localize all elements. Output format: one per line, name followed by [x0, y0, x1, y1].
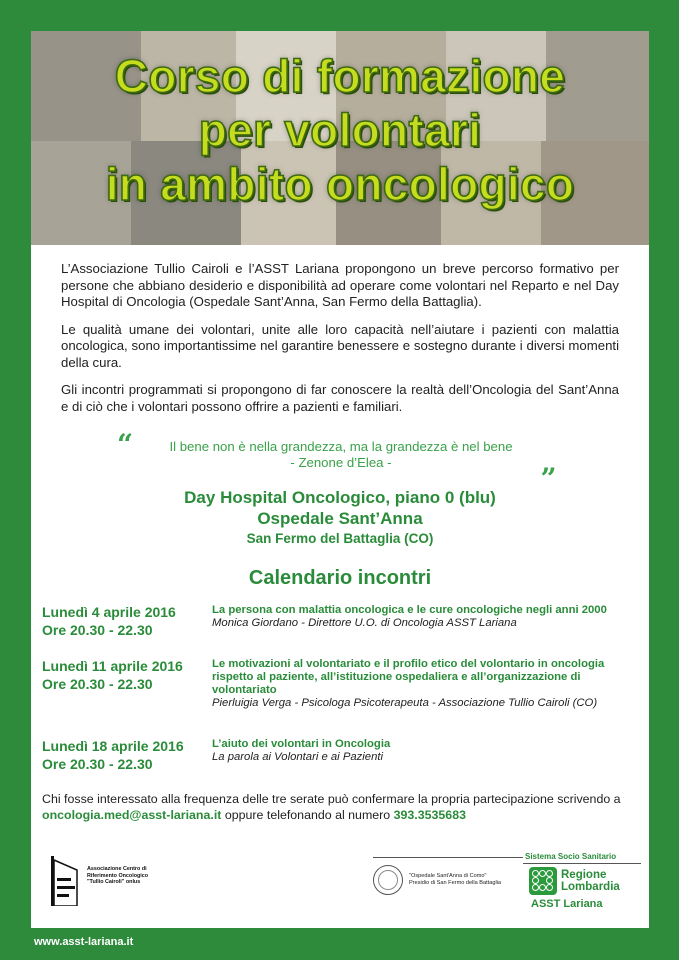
association-logo — [51, 856, 221, 908]
calendar-event-2 — [42, 657, 642, 737]
quote-block — [117, 428, 561, 483]
event-topic: La persona con malattia oncologica e le cure oncologiche negli anni 2000 — [212, 604, 607, 616]
event-datetime — [42, 603, 212, 639]
hospital-logo — [373, 857, 523, 897]
event-topic: Le motivazioni al volontariato e il profilo etico del volontario in oncologia rispetto al paziente, all’istituzione ospedaliera e all’organizzazione di volontariato — [212, 658, 605, 696]
contact-phone-link[interactable]: 393.3535683 — [393, 808, 466, 822]
title-line-1: Corso di formazione — [114, 50, 566, 102]
calendar-title: Calendario incontri — [248, 567, 432, 589]
event-date: Lunedì 18 aprile 2016 — [42, 738, 184, 754]
contact-info — [42, 791, 642, 823]
event-date: Lunedì 11 aprile 2016 — [42, 658, 183, 674]
region-name — [561, 869, 620, 893]
intro-paragraph-1: L’Associazione Tullio Cairoli e l’ASST Lariana propongono un breve percorso formativo per persone che abbiano desiderio e disponibilità ad operare come volontari nel Reparto e nel Day Hospital di Oncologia (Ospedale Sant’Anna, San Fermo della Battaglia). — [61, 261, 619, 309]
hospital-name-line-2: Presidio di San Fermo della Battaglia — [409, 880, 502, 886]
region-system-label: Sistema Socio Sanitario — [525, 852, 617, 861]
event-info — [212, 658, 642, 710]
association-name-line-1: Associazione Centro di — [87, 866, 147, 872]
poster-title — [31, 49, 649, 211]
event-time: Ore 20.30 - 22.30 — [42, 622, 153, 638]
event-time: Ore 20.30 - 22.30 — [42, 756, 153, 772]
intro-text — [61, 261, 619, 426]
event-info — [212, 738, 642, 764]
region-name-line-1: Regione — [561, 869, 607, 881]
region-logo — [525, 849, 643, 919]
association-name-line-3: "Tullio Cairoli" onlus — [87, 879, 141, 885]
quote-author: - Zenone d’Elea - — [290, 455, 392, 470]
event-speaker: Monica Giordano - Direttore U.O. di Oncologia ASST Lariana — [212, 617, 517, 629]
region-name-line-2: Lombardia — [561, 881, 620, 893]
quote-close-icon: „ — [541, 446, 558, 479]
event-speaker: Pierluigia Verga - Psicologa Psicoterapeuta - Associazione Tullio Cairoli (CO) — [212, 697, 598, 709]
association-emblem-icon — [51, 856, 79, 906]
event-datetime — [42, 737, 212, 773]
venue-block — [31, 487, 649, 548]
asst-label: ASST Lariana — [531, 898, 603, 910]
contact-email-link[interactable]: oncologia.med@asst-lariana.it — [42, 808, 222, 822]
hospital-name-line-1: "Ospedale Sant'Anna di Como" — [409, 873, 487, 879]
venue-line-1: Day Hospital Oncologico, piano 0 (blu) — [184, 488, 496, 507]
event-date: Lunedì 4 aprile 2016 — [42, 604, 176, 620]
contact-text: Chi fosse interessato alla frequenza delle tre serate può confermare la propria partecipazione scrivendo a — [42, 792, 621, 806]
title-line-2: per volontari — [198, 104, 482, 156]
event-time: Ore 20.30 - 22.30 — [42, 676, 153, 692]
event-info — [212, 604, 642, 630]
calendar-event-1 — [42, 603, 642, 647]
hero-photo-collage — [31, 31, 649, 245]
rosa-camuna-icon — [529, 867, 557, 895]
association-name-line-2: Riferimento Oncologico — [87, 872, 149, 879]
intro-paragraph-3: Gli incontri programmati si propongono di far conoscere la realtà dell’Oncologia del Sant’Anna e di ciò che i volontari possono offrire a pazienti e familiari. — [61, 382, 619, 414]
footer-website-link[interactable]: www.asst-lariana.it — [34, 936, 134, 948]
venue-line-3: San Fermo del Battaglia (CO) — [246, 531, 434, 546]
venue-line-2: Ospedale Sant’Anna — [257, 509, 423, 528]
intro-paragraph-2: Le qualità umane dei volontari, unite alle loro capacità nell’aiutare i pazienti con malattia oncologica, sono importantissime nel garantire benessere e sostegno durante i diversi momenti della cura. — [61, 321, 619, 370]
event-speaker: La parola ai Volontari e ai Pazienti — [212, 751, 384, 763]
event-datetime — [42, 657, 212, 693]
title-line-3: in ambito oncologico — [105, 158, 575, 210]
calendar-event-3 — [42, 737, 642, 781]
event-topic: L’aiuto dei volontari in Oncologia — [212, 738, 391, 750]
quote-open-icon: “ — [117, 428, 134, 461]
poster-sheet — [31, 31, 649, 928]
contact-middle-text: oppure telefonando al numero — [221, 808, 394, 822]
quote-text: Il bene non è nella grandezza, ma la grandezza è nel bene — [169, 439, 513, 454]
